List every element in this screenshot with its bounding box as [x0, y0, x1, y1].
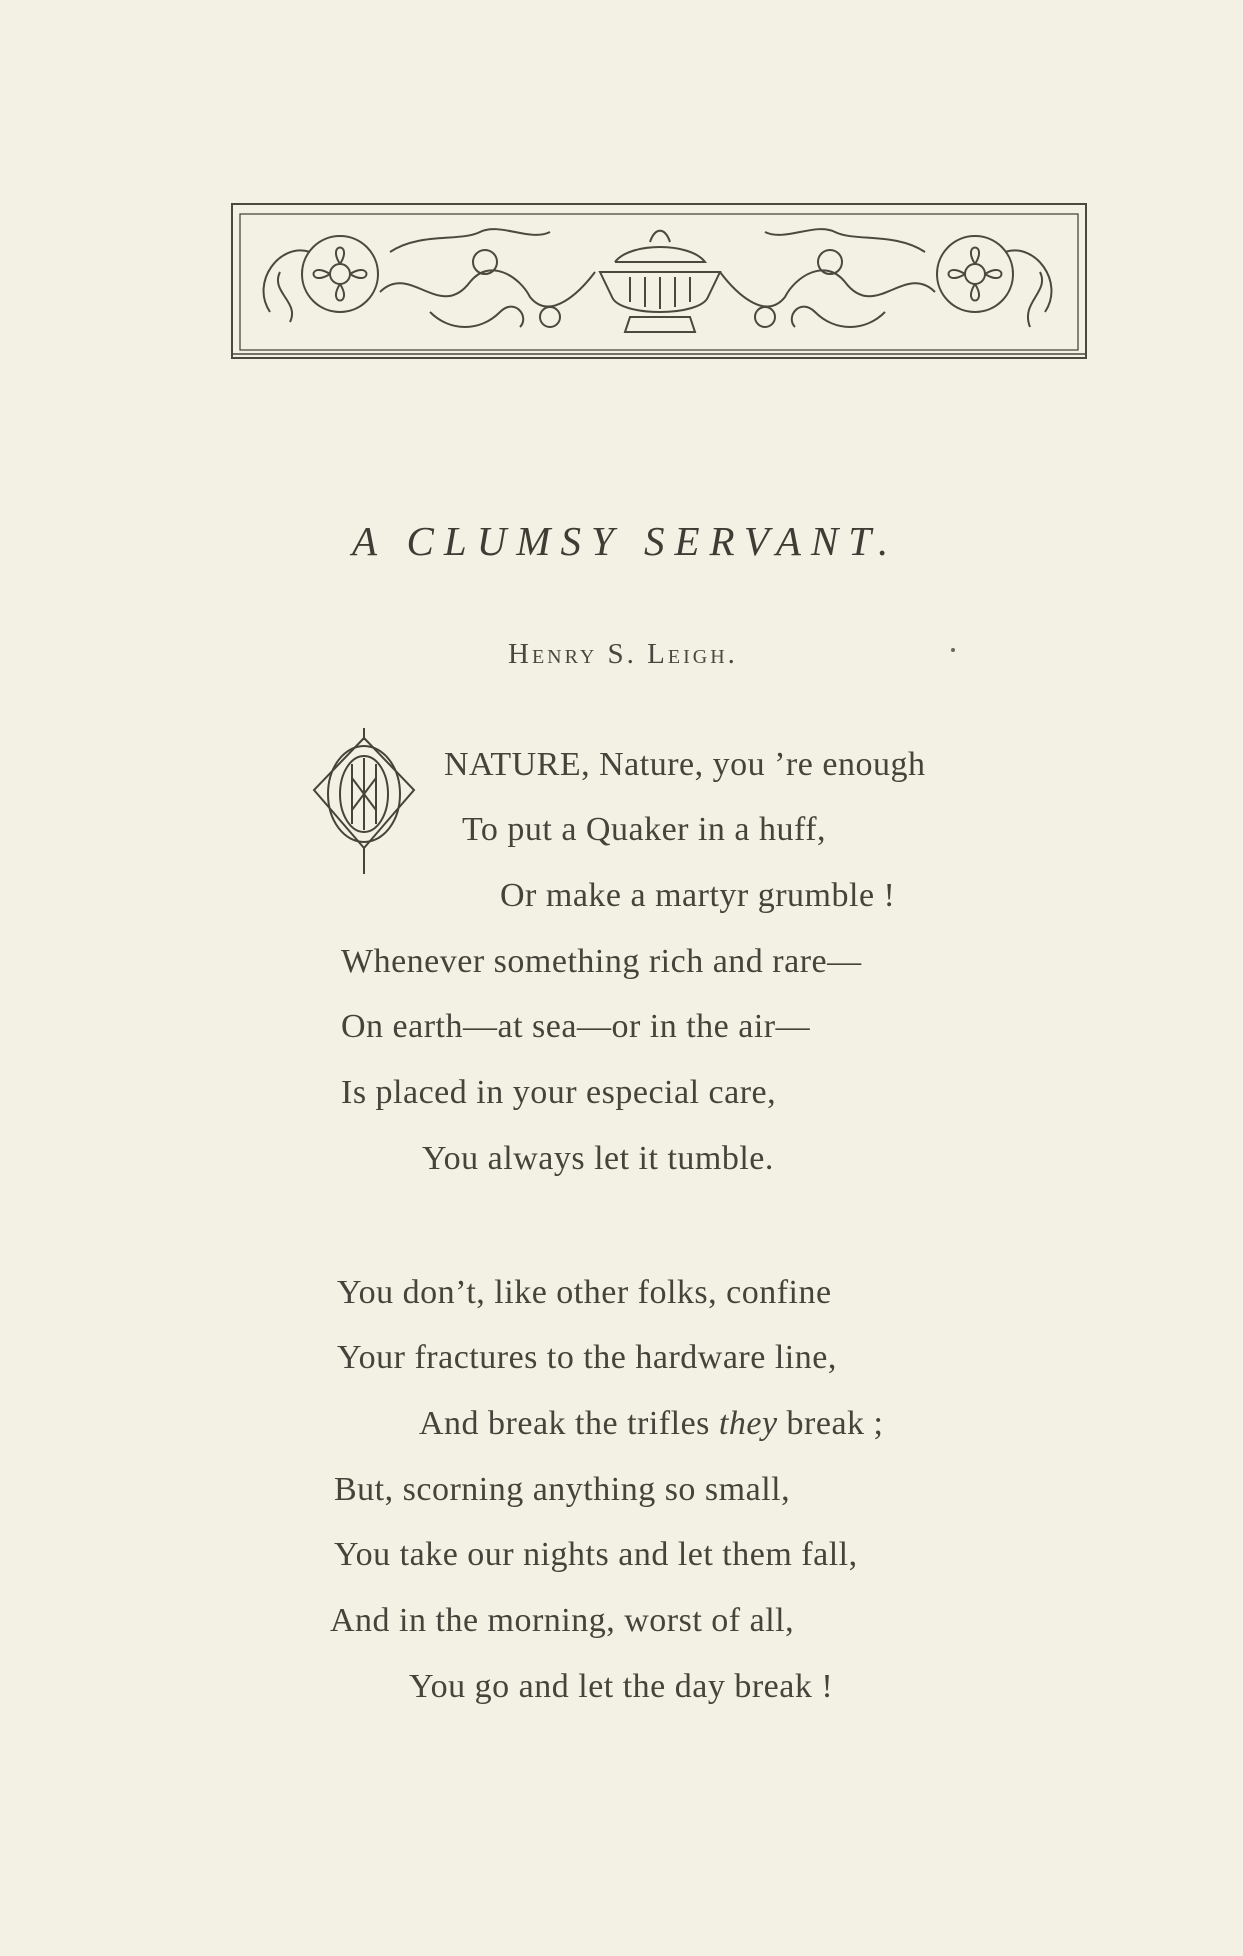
- stanza2-line3-part-b: break ;: [777, 1405, 884, 1442]
- drop-cap-o-icon: [302, 728, 426, 876]
- stanza1-line2: To put a Quaker in a huff,: [462, 811, 827, 848]
- poem-title: A CLUMSY SERVANT.: [352, 518, 899, 564]
- stanza2-line3-emphasis: they: [718, 1405, 778, 1442]
- stanza2-line7: You go and let the day break !: [409, 1668, 834, 1705]
- poem-author: Henry S. Leigh.: [508, 638, 738, 670]
- stanza2-line2: Your fractures to the hardware line,: [337, 1339, 837, 1376]
- stanza2-line1: You don’t, like other folks, confine: [337, 1274, 832, 1311]
- stanza1-line1: NATURE, Nature, you ’re enough: [444, 746, 926, 783]
- stanza1-line7: You always let it tumble.: [422, 1140, 774, 1177]
- stanza2-line3-part-a: And break the trifles: [419, 1405, 719, 1442]
- stanza2-line6: And in the morning, worst of all,: [330, 1602, 795, 1639]
- printing-speck: [951, 648, 955, 652]
- stanza2-line4: But, scorning anything so small,: [334, 1471, 791, 1508]
- stanza2-line5: You take our nights and let them fall,: [334, 1536, 858, 1573]
- stanza2-line3: [419, 1405, 884, 1443]
- ornamental-headpiece-icon: [230, 202, 1090, 362]
- stanza1-line5: On earth—at sea—or in the air—: [341, 1008, 811, 1045]
- drop-cap-letter: O: [363, 807, 365, 809]
- stanza1-line3: Or make a martyr grumble !: [500, 877, 896, 914]
- stanza1-line4: Whenever something rich and rare—: [341, 943, 862, 980]
- stanza1-line6: Is placed in your especial care,: [341, 1074, 777, 1111]
